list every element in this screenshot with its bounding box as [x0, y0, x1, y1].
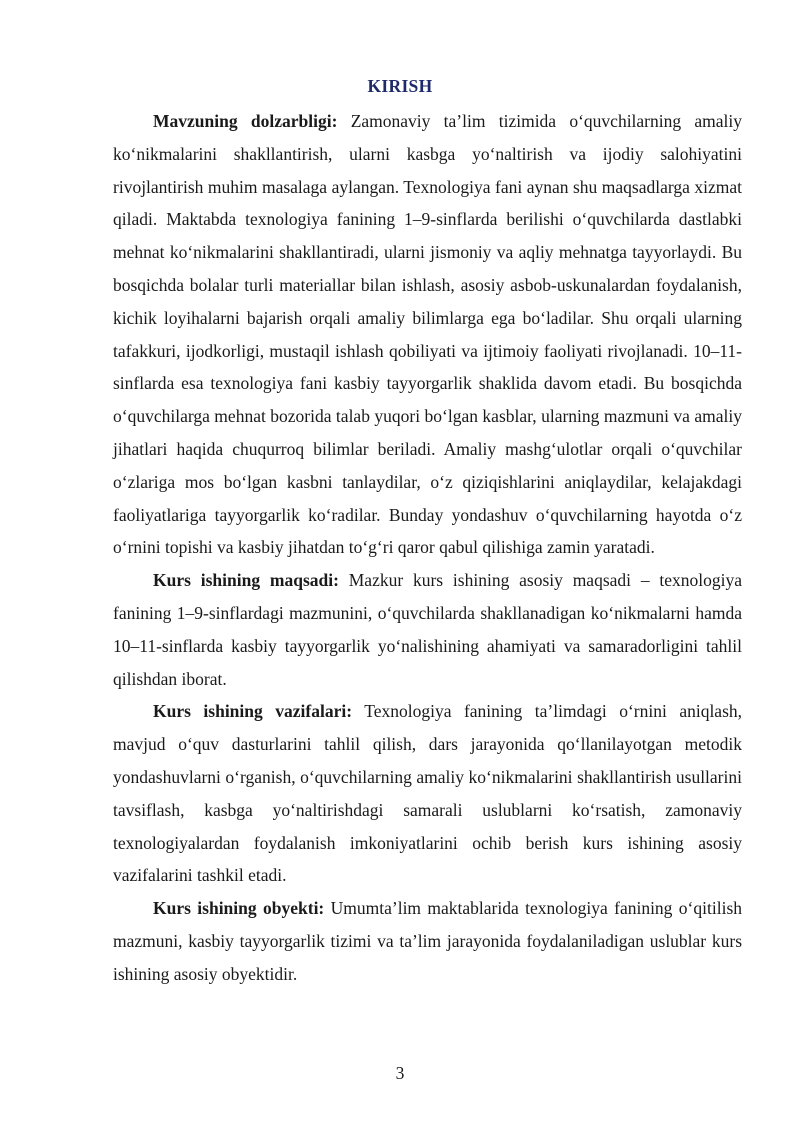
section-heading: KIRISH — [367, 76, 433, 96]
paragraph-text: Umumta’lim maktablarida texnologiya fanining o‘qitilish mazmuni, kasbiy tayyorgarlik tizimi va ta’lim jarayonida foydalaniladigan uslublar kurs ishining asosiy obyektidir. — [113, 898, 743, 984]
paragraph-vazifalari — [113, 695, 742, 892]
body-text — [113, 105, 742, 991]
paragraph-label: Kurs ishining obyekti: — [153, 898, 325, 919]
paragraph-text: Zamonaviy ta’lim tizimida o‘quvchilarning amaliy ko‘nikmalarini shakllantirish, ularni kasbga yo‘naltirish va ijodiy salohiyatini rivojlantirish muhim masalaga aylangan. Texnologiya fani aynan shu maqsadlarga xizmat qiladi. Maktabda texnologiya fanining 1–9-sinflarda berilishi o‘quvchilarda dastlabki mehnat ko‘nikmalarini shakllantiradi, ularni jismoniy va aqliy mehnatga tayyorlaydi. Bu bosqichda bolalar turli materiallar bilan ishlash, asosiy asbob-uskunalardan foydalanish, kichik loyihalarni bajarish orqali amaliy bilimlarga ega bo‘ladilar. Shu orqali ularning tafakkuri, ijodkorligi, mustaqil ishlash qobiliyati va ijtimoiy faoliyati rivojlanadi. 10–11-sinflarda esa texnologiya fani kasbiy tayyorgarlik shaklida davom etadi. Bu bosqichda o‘quvchilarga mehnat bozorida talab yuqori bo‘lgan kasblar, ularning mazmuni va amaliy jihatlari haqida chuqurroq bilimlar beriladi. Amaliy mashg‘ulotlar orqali o‘quvchilar o‘zlariga mos bo‘lgan kasbni tanlaydilar, o‘z qiziqishlarini aniqlaydilar, kelajakdagi faoliyatlariga tayyorgarlik ko‘radilar. Bunday yondashuv o‘quvchilarning hayotda o‘z o‘rnini topishi va kasbiy jihatdan to‘g‘ri qaror qabul qilishiga zamin yaratadi. — [113, 111, 743, 558]
paragraph-dolzarbligi — [113, 105, 742, 564]
paragraph-maqsadi — [113, 564, 742, 695]
page-number: 3 — [395, 1063, 405, 1083]
paragraph-label: Kurs ishining maqsadi: — [153, 570, 339, 591]
paragraph-obyekti — [113, 892, 742, 990]
paragraph-label: Kurs ishining vazifalari: — [153, 701, 353, 722]
paragraph-text: Mazkur kurs ishining asosiy maqsadi – texnologiya fanining 1–9-sinflardagi mazmunini, o‘quvchilarda shakllanadigan ko‘nikmalarni hamda 10–11-sinflarda kasbiy tayyorgarlik yo‘nalishining ahamiyati va samaradorligini tahlil qilishdan iborat. — [113, 570, 743, 689]
paragraph-label: Mavzuning dolzarbligi: — [153, 111, 338, 131]
paragraph-text: Texnologiya fanining ta’limdagi o‘rnini aniqlash, mavjud o‘quv dasturlarini tahlil qilish, dars jarayonida qo‘llanilayotgan metodik yondashuvlarni o‘rganish, o‘quvchilarning amaliy ko‘nikmalarini shakllantirish usullarini tavsiflash, kasbga yo‘naltirishdagi samarali uslublarni ko‘rsatish, zamonaviy texnologiyalardan foydalanish imkoniyatlarini ochib berish kurs ishining asosiy vazifalarini tashkil etadi. — [113, 701, 743, 886]
